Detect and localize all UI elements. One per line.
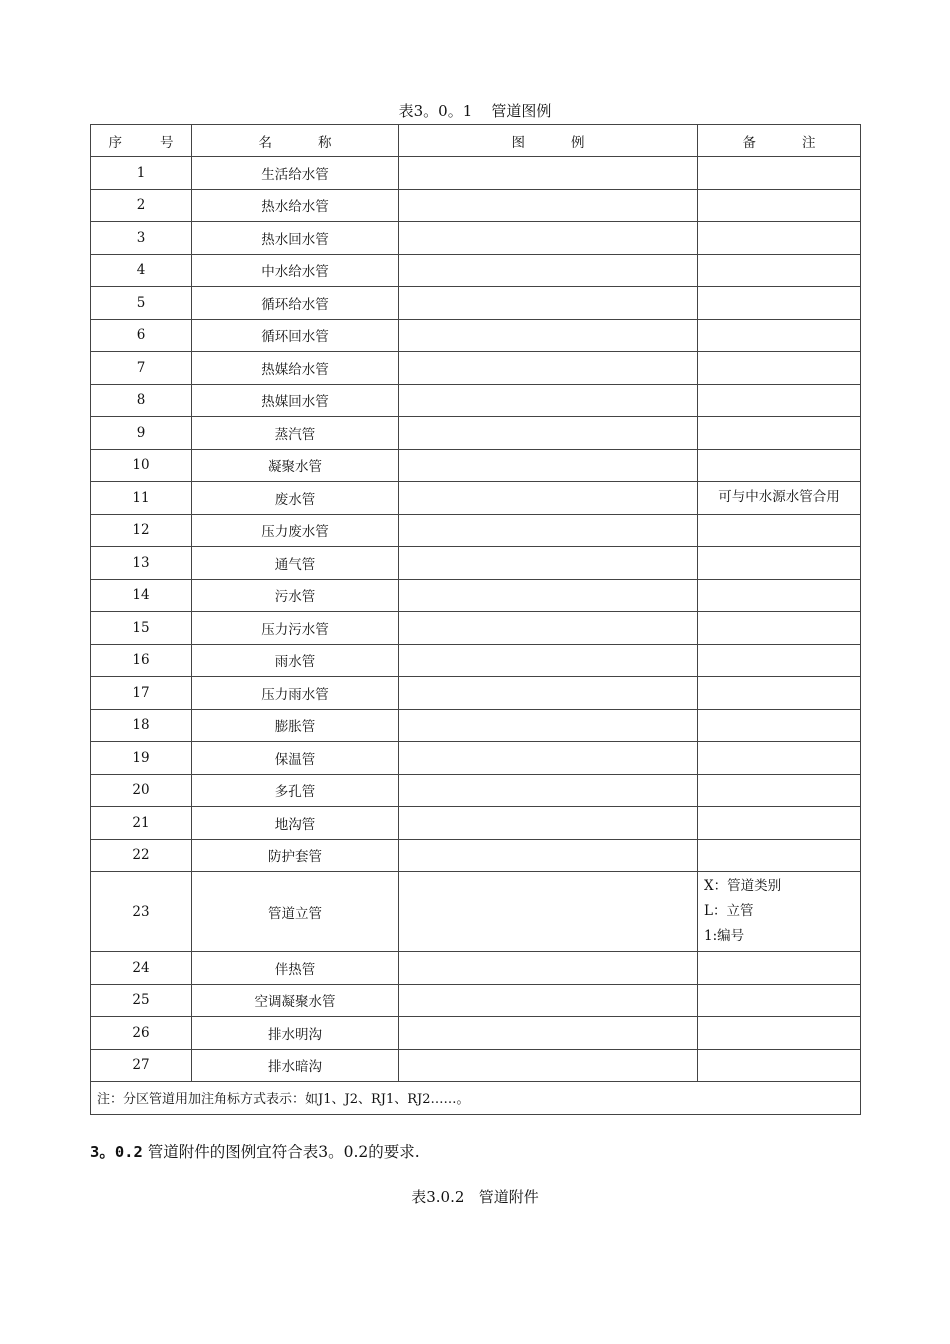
remark-cell xyxy=(698,579,861,612)
row-number: 13 xyxy=(91,547,192,580)
table-footnote: 注：分区管道用加注角标方式表示：如J1、J2、RJ1、RJ2……。 xyxy=(91,1082,861,1115)
table-row xyxy=(91,1049,861,1082)
legend-cell xyxy=(399,157,698,190)
row-number: 19 xyxy=(91,742,192,775)
legend-cell xyxy=(399,807,698,840)
remark-cell xyxy=(698,417,861,450)
pipe-name: 空调凝聚水管 xyxy=(192,984,399,1017)
table-row xyxy=(91,677,861,710)
table-row xyxy=(91,807,861,840)
remark-cell xyxy=(698,1049,861,1082)
pipe-name: 生活给水管 xyxy=(192,157,399,190)
remark-cell xyxy=(698,319,861,352)
legend-cell xyxy=(399,677,698,710)
legend-cell xyxy=(399,384,698,417)
remark-cell xyxy=(698,644,861,677)
header-name: 名 称 xyxy=(192,125,399,157)
pipe-name: 雨水管 xyxy=(192,644,399,677)
table-row xyxy=(91,319,861,352)
table-row xyxy=(91,547,861,580)
pipe-name: 管道立管 xyxy=(192,872,399,952)
legend-cell xyxy=(399,449,698,482)
remark-cell xyxy=(698,547,861,580)
table-row xyxy=(91,644,861,677)
row-number: 11 xyxy=(91,482,192,515)
row-number: 14 xyxy=(91,579,192,612)
remark-cell xyxy=(698,774,861,807)
pipe-name: 排水暗沟 xyxy=(192,1049,399,1082)
legend-cell xyxy=(399,482,698,515)
header-serial-number: 序 号 xyxy=(91,125,192,157)
legend-cell xyxy=(399,319,698,352)
pipe-name: 膨胀管 xyxy=(192,709,399,742)
pipe-name: 地沟管 xyxy=(192,807,399,840)
remark-cell xyxy=(698,189,861,222)
remark-cell xyxy=(698,514,861,547)
legend-cell xyxy=(399,709,698,742)
remark-cell xyxy=(698,709,861,742)
legend-cell xyxy=(399,579,698,612)
legend-cell xyxy=(399,952,698,985)
pipe-name: 热水回水管 xyxy=(192,222,399,255)
pipe-name: 中水给水管 xyxy=(192,254,399,287)
legend-cell xyxy=(399,612,698,645)
pipe-name: 凝聚水管 xyxy=(192,449,399,482)
table-row xyxy=(91,952,861,985)
legend-cell xyxy=(399,1049,698,1082)
row-number: 17 xyxy=(91,677,192,710)
pipe-name: 蒸汽管 xyxy=(192,417,399,450)
pipe-name: 压力污水管 xyxy=(192,612,399,645)
row-number: 21 xyxy=(91,807,192,840)
remark-cell: 可与中水源水管合用 xyxy=(698,482,861,515)
legend-cell xyxy=(399,1017,698,1050)
remark-cell xyxy=(698,872,861,952)
pipe-name: 热媒回水管 xyxy=(192,384,399,417)
row-number: 18 xyxy=(91,709,192,742)
legend-cell xyxy=(399,189,698,222)
remark-cell xyxy=(698,984,861,1017)
pipe-name: 废水管 xyxy=(192,482,399,515)
row-number: 1 xyxy=(91,157,192,190)
row-number: 5 xyxy=(91,287,192,320)
legend-cell xyxy=(399,984,698,1017)
table-row xyxy=(91,774,861,807)
remark-cell xyxy=(698,287,861,320)
row-number: 3 xyxy=(91,222,192,255)
table-row xyxy=(91,352,861,385)
remark-cell xyxy=(698,254,861,287)
table-row xyxy=(91,984,861,1017)
legend-cell xyxy=(399,774,698,807)
row-number: 23 xyxy=(91,872,192,952)
section-paragraph xyxy=(90,1140,420,1164)
legend-cell xyxy=(399,287,698,320)
table-row xyxy=(91,579,861,612)
table-row xyxy=(91,482,861,515)
table-footnote-row xyxy=(91,1082,861,1115)
row-number: 25 xyxy=(91,984,192,1017)
section-number: 3。0.2 xyxy=(90,1143,143,1161)
remark-cell xyxy=(698,222,861,255)
table-row xyxy=(91,254,861,287)
row-number: 8 xyxy=(91,384,192,417)
table-row xyxy=(91,287,861,320)
remark-cell xyxy=(698,449,861,482)
remark-cell xyxy=(698,352,861,385)
table-row xyxy=(91,157,861,190)
remark-line: 1:编号 xyxy=(704,928,745,944)
legend-cell xyxy=(399,417,698,450)
pipe-legend-table xyxy=(90,124,861,1115)
pipe-name: 热水给水管 xyxy=(192,189,399,222)
table-row xyxy=(91,872,861,952)
table-caption: 表3。0。1 管道图例 xyxy=(398,102,552,120)
row-number: 10 xyxy=(91,449,192,482)
legend-cell xyxy=(399,839,698,872)
table-row xyxy=(91,839,861,872)
pipe-name: 压力雨水管 xyxy=(192,677,399,710)
header-legend: 图 例 xyxy=(399,125,698,157)
table-row xyxy=(91,384,861,417)
table-row xyxy=(91,1017,861,1050)
remark-cell xyxy=(698,807,861,840)
table-row xyxy=(91,417,861,450)
pipe-name: 保温管 xyxy=(192,742,399,775)
row-number: 16 xyxy=(91,644,192,677)
row-number: 12 xyxy=(91,514,192,547)
table-row xyxy=(91,449,861,482)
table-row xyxy=(91,742,861,775)
pipe-name: 多孔管 xyxy=(192,774,399,807)
remark-cell xyxy=(698,742,861,775)
row-number: 9 xyxy=(91,417,192,450)
header-remarks: 备 注 xyxy=(698,125,861,157)
row-number: 27 xyxy=(91,1049,192,1082)
pipe-name: 通气管 xyxy=(192,547,399,580)
row-number: 22 xyxy=(91,839,192,872)
section-text: 管道附件的图例宜符合表3。0.2的要求. xyxy=(142,1143,420,1161)
row-number: 15 xyxy=(91,612,192,645)
table-row xyxy=(91,709,861,742)
pipe-name: 防护套管 xyxy=(192,839,399,872)
pipe-name: 污水管 xyxy=(192,579,399,612)
row-number: 7 xyxy=(91,352,192,385)
legend-cell xyxy=(399,547,698,580)
row-number: 4 xyxy=(91,254,192,287)
remark-cell xyxy=(698,612,861,645)
pipe-name: 热媒给水管 xyxy=(192,352,399,385)
remark-cell xyxy=(698,1017,861,1050)
remark-cell xyxy=(698,157,861,190)
legend-cell xyxy=(399,352,698,385)
table-header-row xyxy=(91,125,861,157)
legend-cell xyxy=(399,222,698,255)
row-number: 20 xyxy=(91,774,192,807)
legend-cell xyxy=(399,514,698,547)
remark-cell xyxy=(698,952,861,985)
pipe-name: 压力废水管 xyxy=(192,514,399,547)
remark-cell xyxy=(698,384,861,417)
table-row xyxy=(91,222,861,255)
table-row xyxy=(91,612,861,645)
table-row xyxy=(91,189,861,222)
remark-cell xyxy=(698,839,861,872)
row-number: 6 xyxy=(91,319,192,352)
legend-cell xyxy=(399,872,698,952)
pipe-name: 排水明沟 xyxy=(192,1017,399,1050)
pipe-name: 伴热管 xyxy=(192,952,399,985)
table2-caption: 表3.0.2 管道附件 xyxy=(411,1188,539,1206)
remark-line: X：管道类别 xyxy=(704,878,782,894)
row-number: 2 xyxy=(91,189,192,222)
row-number: 24 xyxy=(91,952,192,985)
table-row xyxy=(91,514,861,547)
legend-cell xyxy=(399,644,698,677)
row-number: 26 xyxy=(91,1017,192,1050)
pipe-name: 循环给水管 xyxy=(192,287,399,320)
remark-line: L：立管 xyxy=(704,903,754,919)
remark-cell xyxy=(698,677,861,710)
legend-cell xyxy=(399,742,698,775)
pipe-name: 循环回水管 xyxy=(192,319,399,352)
legend-cell xyxy=(399,254,698,287)
